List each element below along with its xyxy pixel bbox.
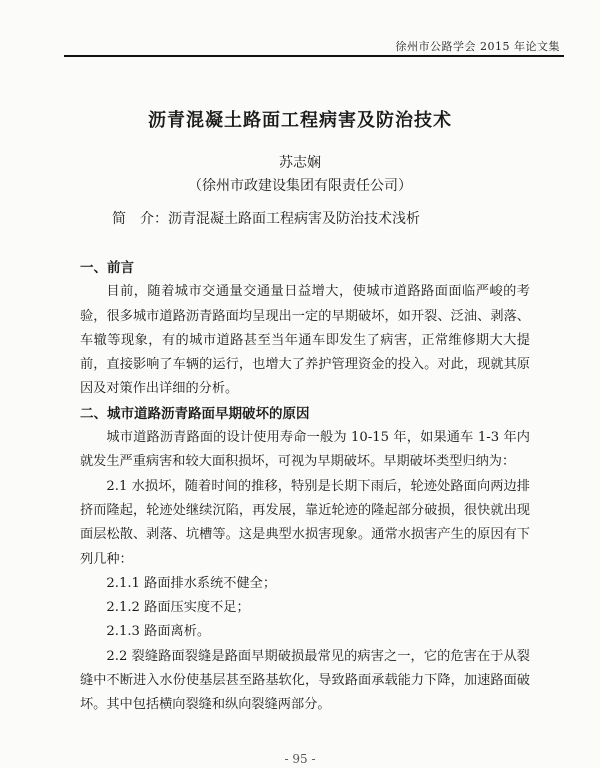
abstract: 简 介：沥青混凝土路面工程病害及防治技术浅析 <box>112 211 420 227</box>
list-item: 2.1.2 路面压实度不足； <box>106 600 250 616</box>
list-item: 2.1.3 路面离析。 <box>106 624 211 640</box>
page-number: - 95 - <box>284 752 316 766</box>
paper-title: 沥青混凝土路面工程病害及防治技术 <box>148 110 452 131</box>
running-header: 徐州市公路学会 2015 年论文集 <box>395 40 560 53</box>
header-rule <box>64 55 564 57</box>
paragraph: 城市道路沥青路面的设计使用寿命一般为 10-15 年，如果通车 1-3 年内就发生严重病害和较大面积损坏，可视为早期破坏。早期破坏类型归纳为： <box>80 430 530 470</box>
paragraph: 2.1 水损坏，随着时间的推移，特别是长期下雨后，轮迹处路面向两边排挤而隆起，轮迹处继续沉陷，再发展，靠近轮迹的隆起部分破损，很快就出现面层松散、剥落、坑槽等。这是典型水损害现象。通常水损害产生的原因有下列几种： <box>80 478 530 567</box>
section-heading-intro: 一、前言 <box>80 260 134 276</box>
list-item: 2.1.1 路面排水系统不健全； <box>106 575 277 591</box>
paragraph: 2.2 裂缝路面裂缝是路面早期破损最常见的病害之一，它的危害在于从裂缝中不断进入水份使基层甚至路基软化，导致路面承载能力下降，加速路面破坏。其中包括横向裂缝和纵向裂缝两部分。 <box>80 648 530 713</box>
author-name: 苏志娴 <box>279 155 321 171</box>
body-content <box>80 256 530 718</box>
section-heading-causes: 二、城市道路沥青路面早期破坏的原因 <box>80 405 310 422</box>
author-affiliation: （徐州市政建设集团有限责任公司） <box>188 178 412 194</box>
paragraph: 目前，随着城市交通量交通量日益增大，使城市道路路面面临严峻的考验，很多城市道路沥青路面均呈现出一定的早期破坏，如开裂、泛油、剥落、车辙等现象，有的城市道路甚至当年通车即发生了病害，正常维修期大大提前，直接影响了车辆的运行，也增大了养护管理资金的投入。对此，现就其原因及对策作出详细的分析。 <box>80 284 530 397</box>
